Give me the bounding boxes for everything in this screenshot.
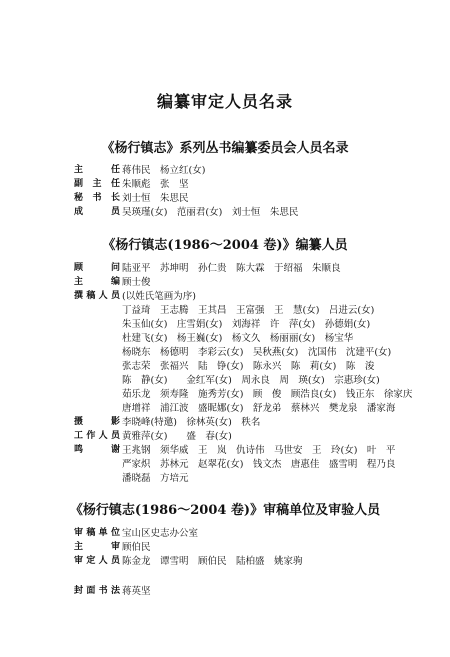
- row-label: 成员: [74, 207, 120, 217]
- row-value: 宝山区史志办公室: [122, 528, 199, 539]
- row-value: 陈金龙 谭雪明 顾伯民 陆柏盛 姚家驹: [122, 556, 303, 567]
- row-value: (以姓氏笔画为序): [122, 291, 196, 302]
- row-label: 审定人员: [74, 556, 120, 566]
- row-value: 朱顺彪 张 坚: [122, 179, 189, 190]
- row-value: 刘士恒 朱思民: [122, 193, 189, 204]
- row-value: 蒋英坚: [122, 586, 151, 597]
- row-label: 主编: [74, 277, 120, 287]
- row-label: 主任: [74, 165, 120, 175]
- document-page: 编纂审定人员名录 《杨行镇志》系列丛书编纂委员会人员名录 主任 蒋伟民 杨立红(女) 副主任 朱顺彪 张 坚 秘书长 刘士恒 朱思民 成员 吴瑛瑾(女) 范丽君(女) 刘士恒 朱思民 《杨行镇志(1986～2004 卷)》编纂人员 顾问 陆亚平 苏坤明 孙仁贵 陈大霖 于绍福 朱顺良 主编 顾士俊 撰稿人员 (以姓氏笔画为序) 丁益琦 王志腾 王其昌 王富强 王 慧(女) 吕进云(女) 朱玉仙(女) 庄雪娟(女) 刘海祥 许 萍(女) 孙德娟(女) 杜建飞(女) 杨王巍(女) 杨文久 杨丽丽(女) 杨宝华 杨晓东 杨德明 李彩云(女) 吴秋燕(女) 沈国伟 沈建平(女) 张志荣 张福兴 陆 铮(女) 陈永兴 陈 莉(女) 陈 浚 陈 静(女) 金红军(女) 周永良 周 瑛(女) 宗惠珍(女) 茹乐龙 须寿隆 施秀芳(女) 顾 俊 顾浩良(女) 钱正东 徐家庆 唐增祥 浦江波 盛昵娜(女) 舒龙弟 蔡林兴 樊龙泉 潘家海 摄影 李晓峰(特邀) 徐林英(女) 秩名 工作人员 黄雅萍(女) 盛 春(女) 鸣谢 王兆钢 须华威 王 岚 仇诗伟 马世安 王 玲(女) 叶 平 严家炽 苏林元 赵翠花(女) 钱文杰 唐惠佳 盛雪明 程乃良 潘晓磊 方培元 《杨行镇志(1986～2004 卷)》审稿单位及审验人员 审稿单位 宝山区史志办公室 主审 顾伯民 审定人员 陈金龙 谭雪明 顾伯民 陆柏盛 姚家驹 封面书法 蒋英坚: [0, 0, 450, 657]
- row-value: 陆亚平 苏坤明 孙仁贵 陈大霖 于绍福 朱顺良: [122, 263, 341, 274]
- editors-section-title: 《杨行镇志(1986～2004 卷)》编纂人员: [102, 238, 348, 253]
- row-value: 吴瑛瑾(女) 范丽君(女) 刘士恒 朱思民: [122, 207, 299, 218]
- row-label: 审稿单位: [74, 528, 120, 538]
- review-section-title: 《杨行镇志(1986～2004 卷)》审稿单位及审验人员: [69, 503, 381, 518]
- row-label: 工作人员: [74, 431, 120, 441]
- row-value: 蒋伟民 杨立红(女): [122, 165, 206, 176]
- committee-section-title: 《杨行镇志》系列丛书编纂委员会人员名录: [101, 141, 349, 156]
- row-value: 王兆钢 须华威 王 岚 仇诗伟 马世安 王 玲(女) 叶 平: [122, 445, 396, 456]
- row-label: 主审: [74, 542, 120, 552]
- row-value: 黄雅萍(女) 盛 春(女): [122, 431, 232, 442]
- page-title: 编纂审定人员名录: [156, 92, 293, 111]
- row-value: 顾伯民: [122, 542, 151, 553]
- row-value: 李晓峰(特邀) 徐林英(女) 秩名: [122, 417, 261, 428]
- row-label: 秘书长: [74, 193, 120, 203]
- row-label: 顾问: [74, 263, 120, 273]
- row-label: 撰稿人员: [74, 291, 120, 301]
- row-label: 副主任: [74, 179, 120, 189]
- row-label: 鸣谢: [74, 445, 120, 455]
- row-label: 摄影: [74, 417, 120, 427]
- row-value: 顾士俊: [122, 277, 151, 288]
- row-label: 封面书法: [74, 586, 120, 596]
